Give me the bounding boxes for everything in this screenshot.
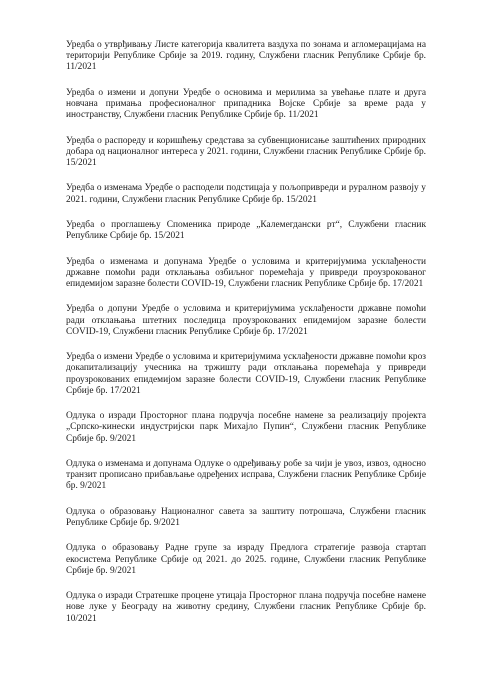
document-page [66, 40, 426, 639]
regulation-entry-1: Уредба о утврђивању Листе категорија квалитета ваздуха по зонама и агломерацијама на територији Републике Србије за 2019. годину, Службени гласник Републике Србије бр. 11/2021 [66, 40, 426, 73]
regulation-entry-3: Уредба о распореду и коришћењу средстава за субвенционисање заштићених природних добара од националног интереса у 2021. години, Службени гласник Републике Србије бр. 15/2021 [66, 135, 426, 168]
decision-entry-5: Одлука о изради Стратешке процене утицаја Просторног плана подручја посебне намене нове луке у Београду на животну средину, Службени гласник Републике Србије бр. 10/2021 [66, 591, 426, 624]
regulation-entry-4: Уредба о изменама Уредбе о расподели подстицаја у пољопривреди и руралном развоју у 2021. години, Службени гласник Републике Србије бр. 15/2021 [66, 183, 426, 205]
regulation-entry-6: Уредба о изменама и допунама Уредбе о условима и критеријумима усклађености државне помоћи ради отклањања озбиљног поремећаја у привреди проузрокованог епидемијом заразне болести COVID-19, Службени гласник Републике Србије бр. 17/2021 [66, 256, 426, 289]
decision-entry-3: Одлука о образовању Националног савета за заштиту потрошача, Службени гласник Републике Србије бр. 9/2021 [66, 506, 426, 528]
decision-entry-4: Одлука о образовању Радне групе за израду Предлога стратегије развоја стартап екосистема Републике Србије од 2021. до 2025. године, Службени гласник Републике Србије бр. 9/2021 [66, 543, 426, 576]
regulation-entry-7: Уредба о допуни Уредбе о условима и критеријумима усклађености државне помоћи ради отклањања штетних последица проузрокованих епидемијом заразне болести COVID-19, Службени гласник Републике Србије бр. 17/2021 [66, 304, 426, 337]
regulation-entry-5: Уредба о проглашењу Споменика природе „Калемегдански рт“, Службени гласник Републике Србије бр. 15/2021 [66, 219, 426, 242]
decision-entry-2: Одлука о изменама и допунама Одлуке о одређивању робе за чији је увоз, извоз, односно транзит прописано прибављање одређених исправа, Службени гласник Републике Србије бр. 9/2021 [66, 458, 426, 492]
regulation-entry-8: Уредба о измени Уредбе о условима и критеријумима усклађености државне помоћи кроз докапитализацију учесника на тржишту ради отклањања поремећаја у привреди проузрокованих епидемијом заразне болести COVID-19, Службени гласник Републике Србије бр. 17/2021 [66, 352, 426, 396]
decision-entry-1: Одлука о изради Просторног плана подручја посебне намене за реализацију пројекта „Српско-кинески индустријски парк Михајло Пупин“, Службени гласник Републике Србије бр. 9/2021 [66, 411, 426, 444]
regulation-entry-2: Уредба о измени и допуни Уредбе о основима и мерилима за увећање плате и друга новчана примања професионалног припадника Војске Србије за време рада у иностранству, Службени гласник Републике Србије бр. 11/2021 [66, 87, 426, 121]
